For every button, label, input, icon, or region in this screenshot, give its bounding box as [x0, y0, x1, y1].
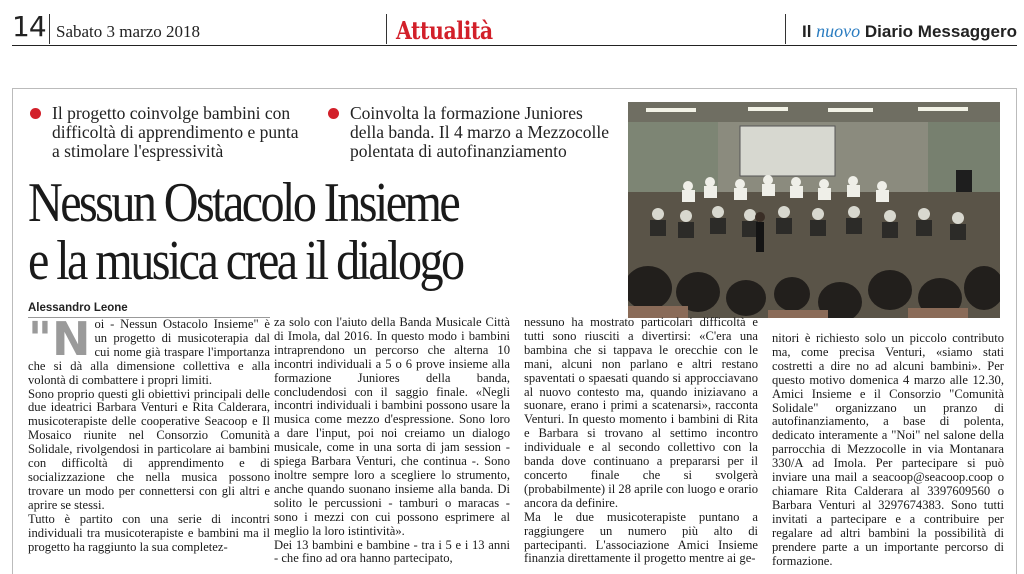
headline-line-1: Nessun Ostacolo Insieme — [28, 172, 459, 234]
header-divider — [785, 14, 786, 44]
photo-illustration — [628, 102, 1000, 318]
brand-prefix: Il — [801, 22, 812, 41]
paragraph: Tutto è partito con una serie di incontri individuali tra musicoterapiste e bambini ma il progetto ha raggiunto la sua completez- — [28, 511, 270, 554]
header-divider — [49, 14, 50, 44]
article-column-3 — [524, 316, 758, 566]
bullet-line: a stimolare l'espressività — [52, 141, 224, 161]
bullet-line: polentata di autofinanziamento — [350, 141, 567, 161]
newspaper-brand — [802, 21, 1017, 42]
header-divider — [386, 14, 387, 44]
paragraph: oi - Nessun Ostacolo Insieme" è un progetto di musicoterapia dal cui nome già traspare l'importanza che si dà alla dimensione collettiva e alla volontà di combattere i propri limiti. — [28, 317, 270, 387]
issue-date: Sabato 3 marzo 2018 — [56, 22, 200, 41]
paragraph: nessuno ha mostrato particolari difficoltà e tutti sono riusciti a divertirsi: «C'era una bambina che si tappava le orecchie con le mani, alcuni non parlano e altri restano spaventati o spaesati quando si approcciavano al nuovo contesto ma, quando iniziavano a suonare, erano i primi a scatenarsi», racconta Venturi. In questo momento i bambini di Rita e Barbara si trovano al settimo incontro individuale e al secondo collettivo con la banda dove continuano a prepararsi per il concerto finale che si svolgerà (probabilmente) il 28 aprile con luogo e orario ancora da definire. — [524, 315, 758, 510]
article-column-2 — [274, 316, 510, 566]
article-column-4 — [772, 332, 1004, 568]
paragraph: Dei 13 bambini e bambine - tra i 5 e i 13 anni - che fino ad ora hanno partecipato, — [274, 537, 510, 566]
article-column-1 — [28, 312, 270, 554]
page-number: 14 — [12, 10, 46, 43]
paragraph: Ma le due musicoterapiste puntano a raggiungere un numero più alto di partecipanti. L'associazione Amici Insieme finanzia direttamente il progetto mentre ai ge- — [524, 509, 758, 566]
headline-line-2: e la musica crea il dialogo — [28, 230, 463, 292]
page-header — [12, 10, 1017, 46]
bullet-dot-icon — [328, 108, 339, 119]
paragraph: nitori è richiesto solo un piccolo contributo ma, come precisa Venturi, «siamo stati costretti a dire no ad alcuni bambini». Per questo motivo domenica 4 marzo alle 12.30, Amici Insieme e il Consorzio "Comunità Solidale" organizzano un pranzo di autofinanziamento, a base di polenta, dedicato interamente a "Noi" nel salone della parrocchia di Mezzocolle in via Montanara 330/A ad Imola. Per partecipare si può inviare una mail a seacoop@seacoop.coop o chiamare Rita Calderara al 3397609560 o Barbara Venturi al 3297674383. Sono tutti invitati a partecipare e a contribuire per regalare ad altri bambini la possibilità di prendere parte a un importante percorso di formazione. — [772, 331, 1004, 568]
bullet-line: Il progetto coinvolge bambini con — [52, 103, 291, 123]
paragraph: za solo con l'aiuto della Banda Musicale Città di Imola, dal 2016. In questo modo i bambini intraprendono un percorso che alterna 10 incontri individuali a 5 o 6 prove insieme alla formazione Juniores della banda, concludendosi con il saggio finale. «Negli incontri individuali i bambini possono usare la musica come mezzo d'espressione. Sono loro a dare l'input, poi noi creiamo un dialogo musicale, come in una sorta di jam session - spiega Barbara Venturi, che continua -. Sono inoltre sempre loro a scegliere lo strumento, anche quando suonano insieme alla banda. Di solito le percussioni - tamburi o maracas - sono i mezzi con cui possono esprimere al meglio la loro istintività». — [274, 315, 510, 538]
brand-nuovo: nuovo — [816, 21, 861, 41]
brand-name: Diario Messaggero — [864, 22, 1017, 41]
bullet-dot-icon — [30, 108, 41, 119]
bullet-line: della banda. Il 4 marzo a Mezzocolle — [350, 122, 609, 142]
author-byline: Alessandro Leone — [28, 302, 270, 318]
subhead-bullet-1 — [30, 104, 330, 161]
paragraph: Sono proprio questi gli obiettivi principali delle due ideatrici Barbara Venturi e Rita Calderara, musicoterapiste delle cooperative Seacoop e Il Mosaico riunite nel Consorzio Comunità Solidale, rivolgendosi in particolare ai bambini con difficoltà di apprendimento e di socializzazione che nella musica possono trovare un modo per connettersi con gli altri e aprire se stessi. — [28, 386, 270, 512]
subhead-bullet-2 — [328, 104, 628, 161]
drop-cap: "N — [28, 312, 91, 366]
concert-photo — [628, 102, 1000, 318]
bullet-line: difficoltà di apprendimento e punta — [52, 122, 299, 142]
bullet-line: Coinvolta la formazione Juniores — [350, 103, 583, 123]
section-title: Attualità — [396, 16, 493, 45]
